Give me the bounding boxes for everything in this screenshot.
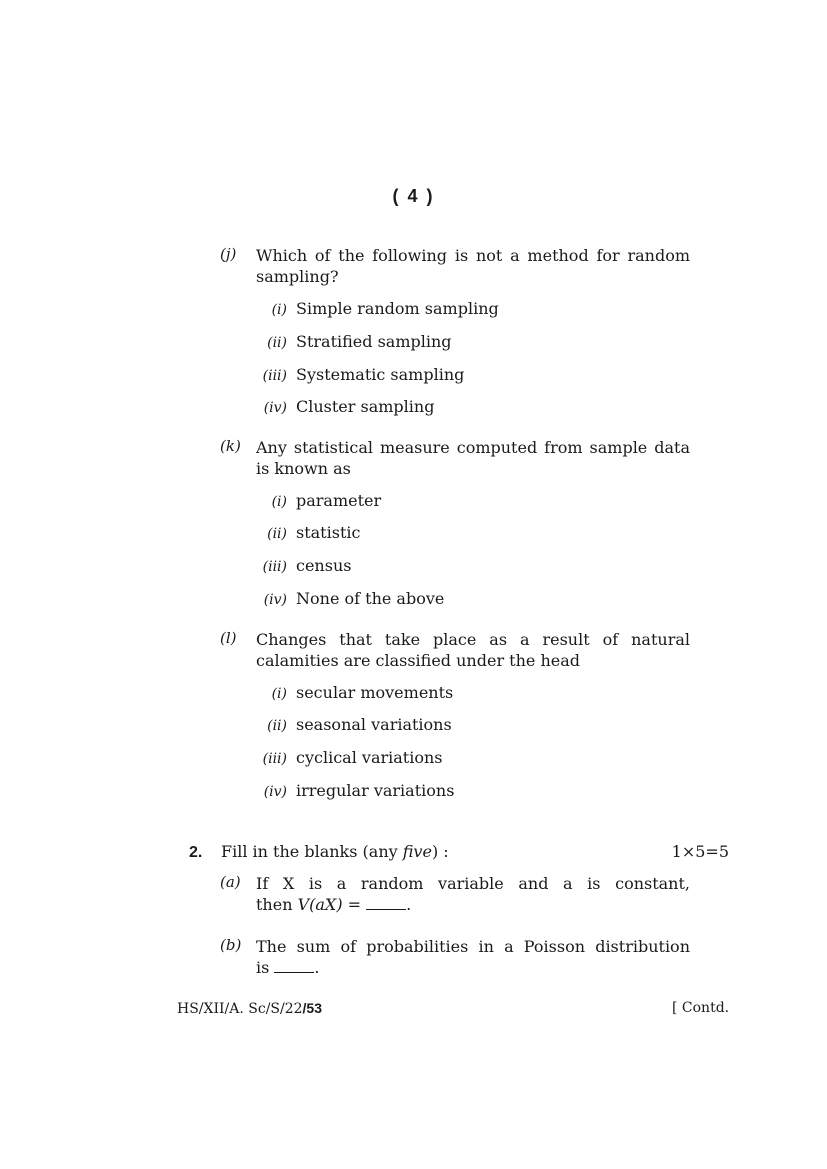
option-text: cyclical variations [296, 748, 443, 767]
contd-label: [ Contd. [672, 1000, 730, 1016]
item-line-1: The sum of probabilities in a Poisson distribution [256, 937, 690, 956]
question-l [220, 629, 690, 800]
option-text: Stratified sampling [296, 332, 452, 351]
option-text: Cluster sampling [296, 397, 435, 416]
option-label: (i) [271, 686, 287, 702]
paper-code-text: HS/XII/A. Sc/S/22 [177, 1001, 303, 1017]
option-label: (iii) [262, 368, 287, 384]
question-label: (j) [220, 245, 237, 263]
page-number: ( 4 ) [392, 186, 435, 206]
option [256, 332, 452, 352]
option [256, 589, 444, 609]
option-label: (iii) [262, 559, 287, 575]
option-text: seasonal variations [296, 715, 452, 734]
option-text: census [296, 556, 352, 575]
option-label: (iv) [263, 592, 287, 608]
option [256, 781, 454, 801]
item-text: then [256, 895, 298, 914]
option [256, 299, 499, 319]
option-text: statistic [296, 523, 361, 542]
item-line-2 [256, 957, 690, 978]
section-instruction [221, 842, 449, 861]
section-2-heading [189, 842, 729, 862]
paper-code [177, 1000, 322, 1017]
option-label: (ii) [267, 526, 287, 542]
paper-code-number: /53 [302, 1000, 323, 1016]
instruction-emphasis: five [402, 842, 432, 861]
marks: 1×5=5 [671, 842, 729, 861]
option-label: (iv) [263, 784, 287, 800]
item-text: . [406, 895, 412, 914]
option [256, 556, 351, 576]
question-text: Which of the following is not a method for random sampling? [256, 246, 690, 286]
option [256, 715, 452, 735]
item-line-2 [256, 894, 690, 915]
option-label: (iii) [262, 751, 287, 767]
item-text: is [256, 958, 270, 977]
question-label: (l) [220, 629, 237, 647]
question-text: Any statistical measure computed from sample data is known as [256, 438, 690, 478]
math-expression: V(aX) = [297, 895, 362, 914]
instruction-part: Fill in the blanks (any [221, 842, 403, 861]
option-label: (i) [271, 494, 287, 510]
item-text: . [314, 958, 320, 977]
option [256, 397, 434, 417]
blank-item-a [220, 873, 690, 915]
option [256, 365, 464, 385]
item-label: (a) [220, 873, 241, 891]
option-label: (i) [271, 302, 287, 318]
option [256, 491, 381, 511]
option-text: None of the above [296, 589, 445, 608]
answer-blank [366, 909, 406, 910]
question-k [220, 437, 690, 608]
option-text: irregular variations [296, 781, 455, 800]
option-text: parameter [296, 491, 382, 510]
question-j [220, 245, 690, 416]
answer-blank [274, 972, 314, 973]
option-label: (ii) [267, 335, 287, 351]
option [256, 683, 453, 703]
option [256, 523, 360, 543]
option [256, 748, 442, 768]
item-line-1: If X is a random variable and a is constant, [256, 874, 690, 893]
option-text: Simple random sampling [296, 299, 499, 318]
option-label: (ii) [267, 718, 287, 734]
section-number: 2. [189, 844, 203, 861]
item-label: (b) [220, 936, 242, 954]
option-text: Systematic sampling [296, 365, 465, 384]
question-label: (k) [220, 437, 241, 455]
option-label: (iv) [263, 400, 287, 416]
instruction-part: ) : [431, 842, 449, 861]
blank-item-b [220, 936, 690, 978]
question-text: Changes that take place as a result of natural calamities are classified under the head [256, 630, 690, 670]
option-text: secular movements [296, 683, 454, 702]
